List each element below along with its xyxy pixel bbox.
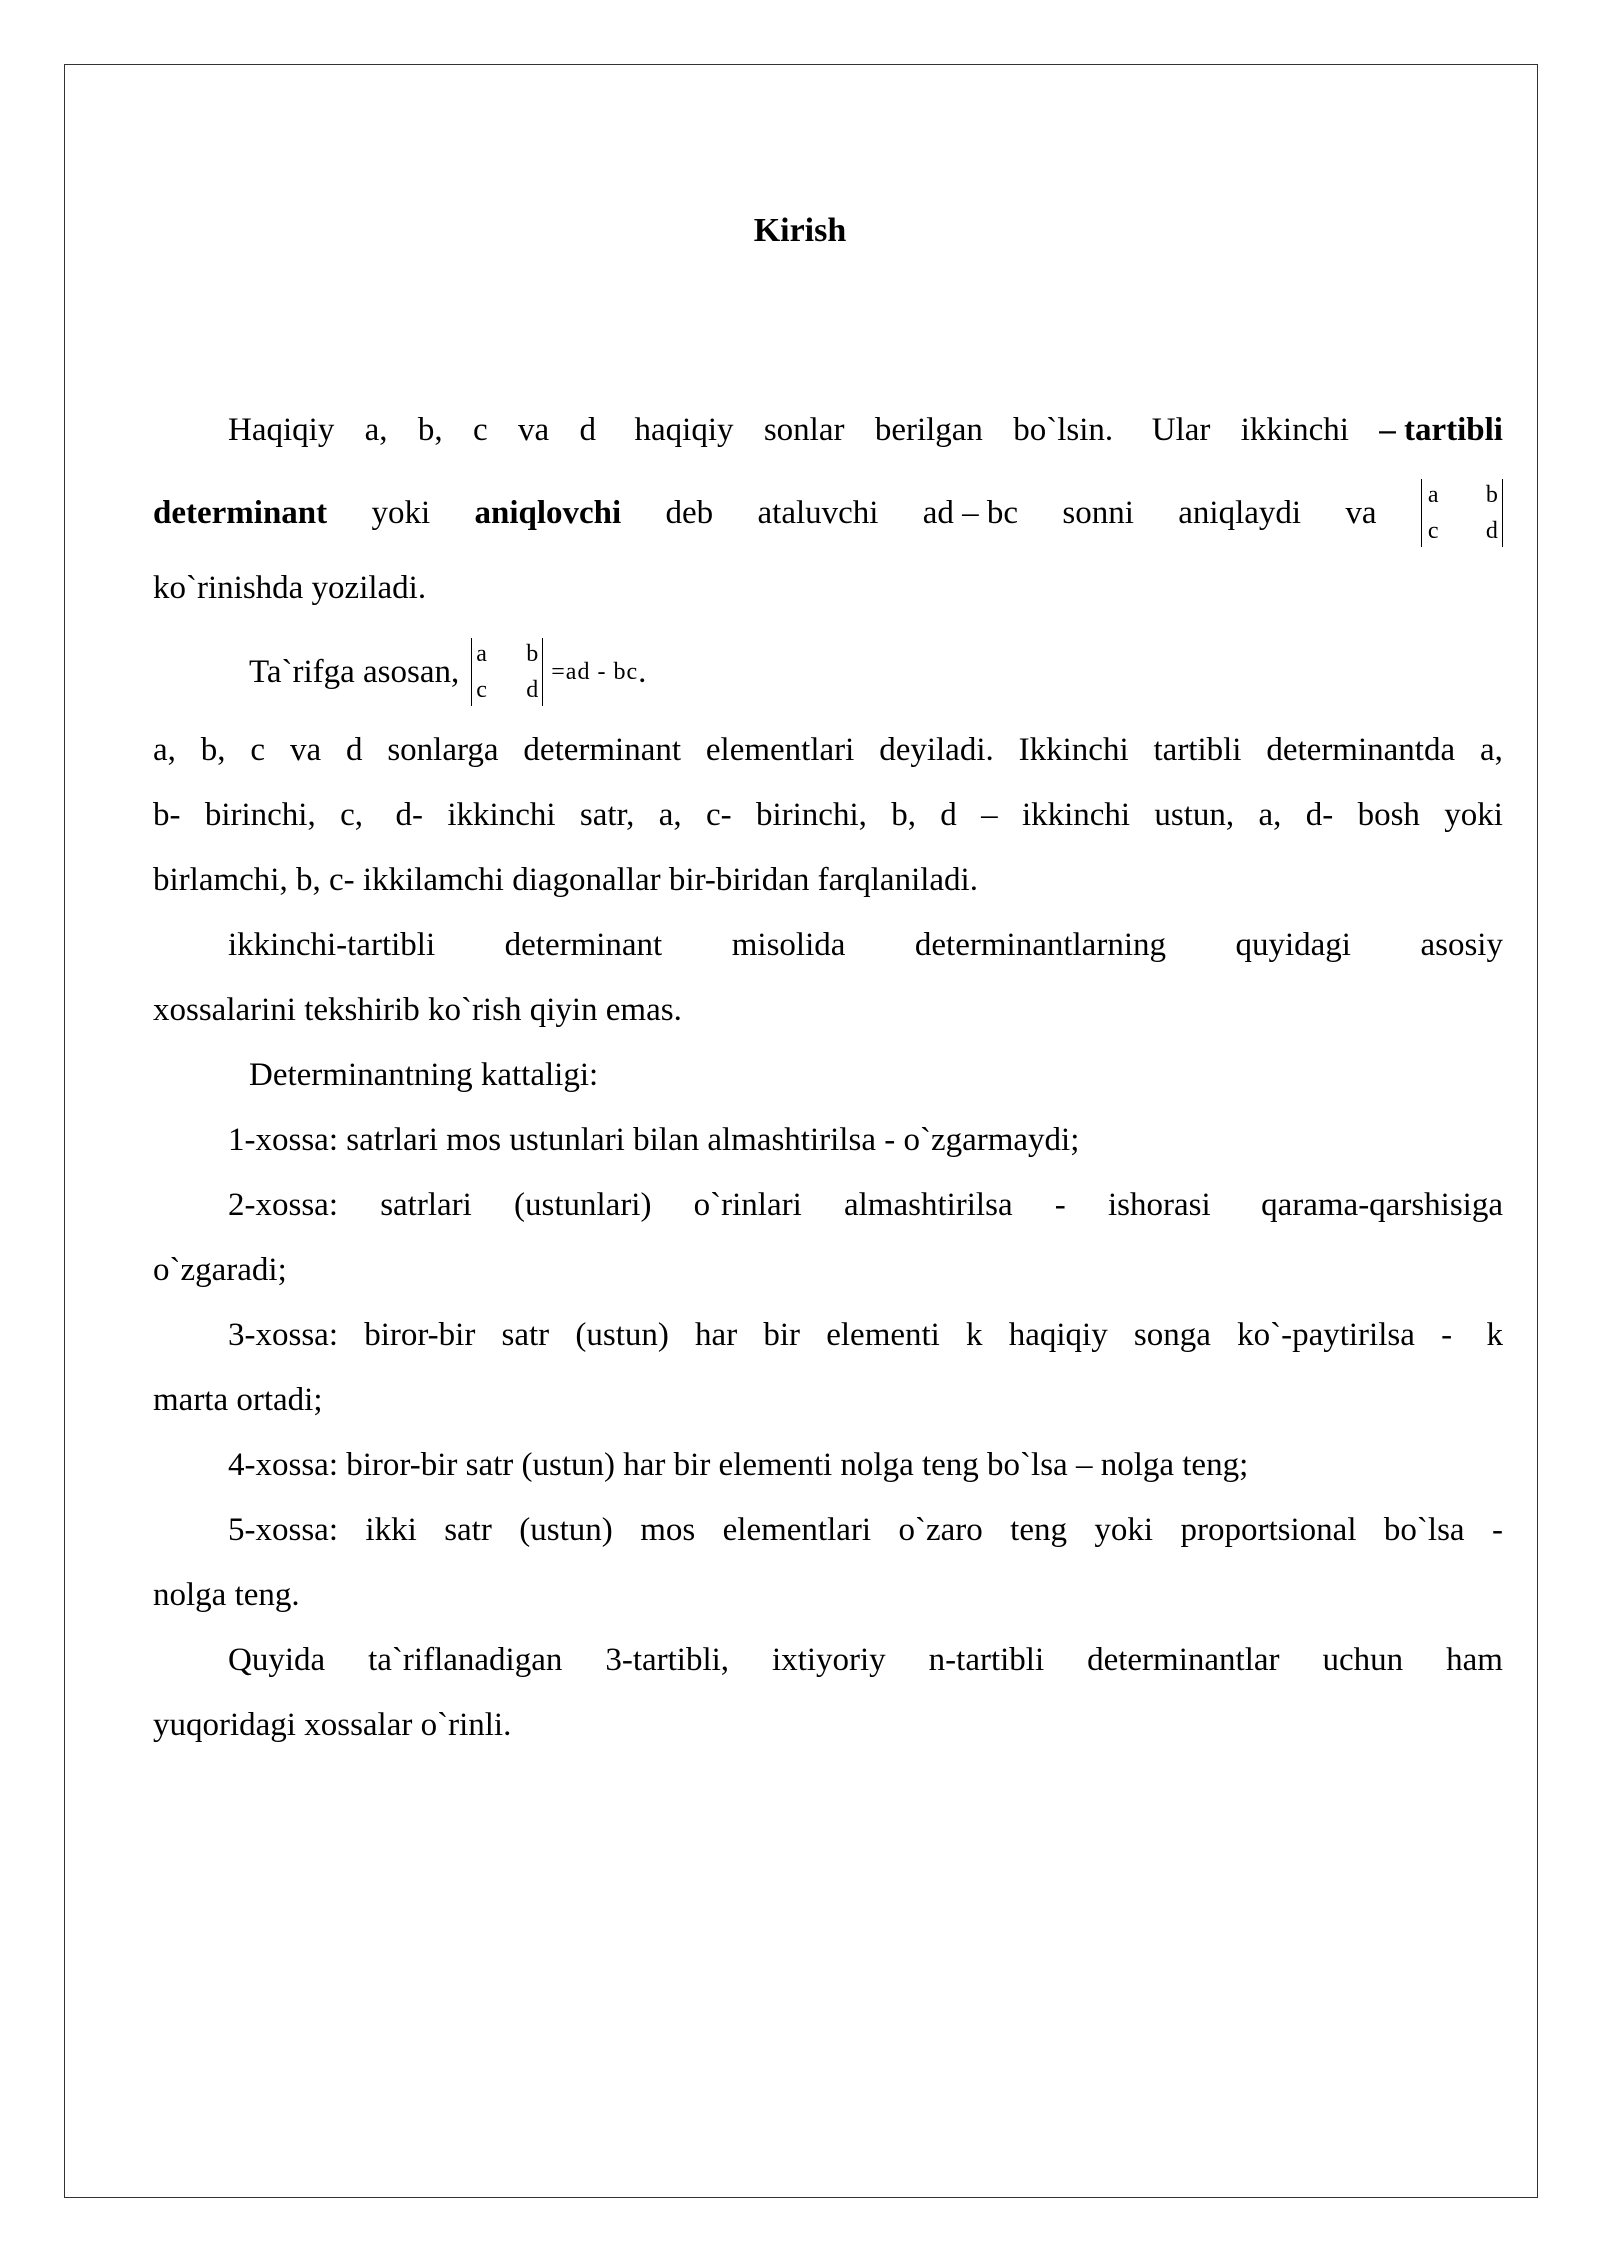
word: determinantda (1266, 732, 1456, 768)
p3-line-2: xossalarini tekshirib ko`rish qiyin emas. (153, 992, 682, 1028)
word: asosiy (1420, 927, 1503, 963)
word: a, (1258, 797, 1282, 833)
word: Quyida (228, 1642, 326, 1678)
matrix-a: a (1427, 482, 1439, 508)
matrix-b: b (526, 641, 539, 667)
word: satr, (579, 797, 635, 833)
word: determinant (504, 927, 663, 963)
property-3-line-1 (228, 1317, 1503, 1354)
property-2-line-2: o`zgaradi; (153, 1252, 287, 1288)
word: (ustun) (519, 1512, 613, 1548)
word: d- (1305, 797, 1334, 833)
word: biror-bir (364, 1317, 476, 1353)
word: o`zaro (898, 1512, 983, 1548)
word: satr (501, 1317, 550, 1353)
word: va (517, 412, 550, 448)
matrix-d: d (1485, 518, 1498, 544)
word: a, (153, 732, 176, 768)
word: ikkinchi (447, 797, 556, 833)
definition-period: . (638, 653, 647, 690)
word: ataluvchi (757, 494, 879, 531)
p3-line-1 (228, 927, 1503, 964)
word: har (695, 1317, 738, 1353)
word: tartibli (1153, 732, 1242, 768)
p5-line-1 (228, 1642, 1503, 1679)
word: birinchi, (755, 797, 867, 833)
word: b, (891, 797, 916, 833)
word: berilgan (874, 412, 983, 448)
word: mos (640, 1512, 696, 1548)
word: determinantlar (1087, 1642, 1280, 1678)
bold-term-determinant: determinant (153, 494, 328, 531)
matrix-b: b (1485, 482, 1498, 508)
bold-term-tartibli: – tartibli (1379, 412, 1503, 448)
word: - (1054, 1187, 1066, 1223)
word: Ular (1143, 412, 1211, 448)
word: ikkinchi (1240, 412, 1349, 448)
word: c- (706, 797, 732, 833)
p2-line-1 (153, 732, 1503, 769)
word: k (1478, 1317, 1503, 1353)
word: 3-tartibli, (605, 1642, 730, 1678)
determinant-symbol (1421, 479, 1503, 547)
matrix-c: c (476, 677, 487, 703)
word: satr (444, 1512, 492, 1548)
word: - (1492, 1512, 1503, 1548)
word: deb (665, 494, 714, 531)
word: ustun, (1154, 797, 1235, 833)
word: teng (1010, 1512, 1067, 1548)
word: o`rinlari (693, 1187, 802, 1223)
p1-line-3: ko`rinishda yoziladi. (153, 570, 427, 606)
word: bo`lsa (1383, 1512, 1465, 1548)
page-title: Kirish (753, 212, 847, 249)
word: b, (200, 732, 226, 768)
matrix-c: c (1427, 518, 1439, 544)
word: sonlar (763, 412, 845, 448)
word: sonlarga (387, 732, 499, 768)
property-5-line-1 (228, 1512, 1503, 1549)
property-5-line-2: nolga teng. (153, 1577, 300, 1613)
word: b- (153, 797, 181, 833)
word: 2-xossa: (228, 1187, 338, 1223)
word: yoki (371, 494, 431, 531)
word: uchun (1322, 1642, 1404, 1678)
word: 3-xossa: (228, 1317, 338, 1353)
word: va (289, 732, 322, 768)
word: birinchi, (204, 797, 316, 833)
p1-line-2 (153, 478, 1503, 548)
word: d- (387, 797, 424, 833)
word: ko`-paytirilsa (1237, 1317, 1415, 1353)
word: c, (340, 797, 363, 833)
word: bir (763, 1317, 801, 1353)
word: ikkinchi-tartibli (228, 927, 436, 963)
definition-line (249, 636, 1599, 708)
word: satrlari (380, 1187, 472, 1223)
word: qarama-qarshisiga (1252, 1187, 1503, 1223)
word: quyidagi (1235, 927, 1351, 963)
word: elementi (826, 1317, 940, 1353)
word: c (472, 412, 488, 448)
word: haqiqiy (626, 412, 734, 448)
determinant-symbol (471, 638, 543, 706)
word: determinantlarning (914, 927, 1166, 963)
word: 5-xossa: (228, 1512, 338, 1548)
word: a, (1480, 732, 1503, 768)
property-4: 4-xossa: biror-bir satr (ustun) har bir elementi nolga teng bo`lsa – nolga teng; (228, 1447, 1249, 1483)
word: ishorasi (1107, 1187, 1211, 1223)
word: deyiladi. (879, 732, 994, 768)
p1-line-1 (228, 412, 1503, 449)
word: va (1345, 494, 1377, 531)
word: n-tartibli (928, 1642, 1045, 1678)
formula-ad-bc: ad – bc (922, 494, 1019, 531)
word: (ustun) (575, 1317, 669, 1353)
word: Ikkinchi (1018, 732, 1129, 768)
word: yoki (1094, 1512, 1154, 1548)
word: determinant (523, 732, 682, 768)
word: songa (1133, 1317, 1211, 1353)
bold-term-aniqlovchi: aniqlovchi (474, 494, 622, 531)
word: sonni (1062, 494, 1134, 531)
word: ixtiyoriy (772, 1642, 886, 1678)
definition-prefix: Ta`rifga asosan, (249, 653, 460, 690)
word: – (981, 797, 998, 833)
word: ham (1446, 1642, 1503, 1678)
word: a, (364, 412, 388, 448)
property-2-line-1 (228, 1187, 1503, 1224)
word: ikki (365, 1512, 417, 1548)
word: (ustunlari) (514, 1187, 652, 1223)
word: a, (658, 797, 682, 833)
p2-line-2 (153, 797, 1503, 834)
word: ta`riflanadigan (368, 1642, 563, 1678)
word: - (1441, 1317, 1453, 1353)
word: elementlari (705, 732, 855, 768)
word: d (345, 732, 363, 768)
property-1: 1-xossa: satrlari mos ustunlari bilan almashtirilsa - o`zgarmaydi; (228, 1122, 1080, 1158)
property-3-line-2: marta ortadi; (153, 1382, 323, 1418)
word: d (940, 797, 957, 833)
p5-line-2: yuqoridagi xossalar o`rinli. (153, 1707, 512, 1743)
word: haqiqiy (1008, 1317, 1108, 1353)
word: yoki (1444, 797, 1503, 833)
word: aniqlaydi (1178, 494, 1302, 531)
matrix-d: d (526, 677, 539, 703)
word: c (250, 732, 266, 768)
word: d (579, 412, 596, 448)
word: ikkinchi (1021, 797, 1131, 833)
definition-formula: =ad - bc (551, 658, 639, 685)
word: almashtirilsa (843, 1187, 1013, 1223)
properties-heading: Determinantning kattaligi: (249, 1057, 599, 1093)
word: b, (417, 412, 443, 448)
word: k (966, 1317, 983, 1353)
word: misolida (731, 927, 846, 963)
matrix-a: a (476, 641, 487, 667)
word: proportsional (1180, 1512, 1357, 1548)
word: Haqiqiy (228, 412, 335, 448)
word: bosh (1357, 797, 1420, 833)
p2-line-3: birlamchi, b, c- ikkilamchi diagonallar bir-biridan farqlaniladi. (153, 862, 978, 898)
word: elementlari (722, 1512, 872, 1548)
word: bo`lsin. (1013, 412, 1114, 448)
